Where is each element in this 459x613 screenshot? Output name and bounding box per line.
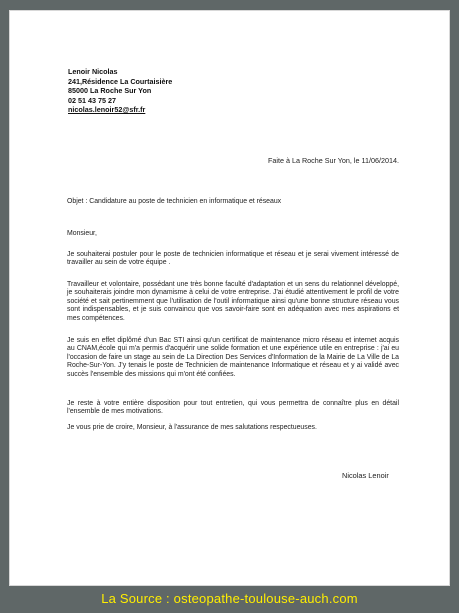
paragraph-motivation: Travailleur et volontaire, possédant une très bonne faculté d'adaptation et un sens du relationnel développé, je souhaiterais joindre mon dynamisme à celui de votre entreprise. J'ai étudié attentivement le profil de votre société et sait pertinemment que l'utilisation de l'outil informatique ainsi qu'une bonne structure réseau vous sont indispensables, et je suis convaincu que vos savoir-faire sont en adéquation avec mes aspirations et mes compétences. xyxy=(67,281,399,322)
date-line: Faite à La Roche Sur Yon, le 11/06/2014. xyxy=(268,156,399,165)
paragraph-availability: Je reste à votre entière disposition pour tout entretien, qui vous permettra de connaître plus en détail l'ensemble de mes motivations. xyxy=(67,400,399,416)
source-caption: La Source : osteopathe-toulouse-auch.com xyxy=(101,591,358,606)
sender-phone: 02 51 43 75 27 xyxy=(68,95,116,105)
sender-address-line-2: 85000 La Roche Sur Yon xyxy=(68,86,152,96)
subject-line: Objet : Candidature au poste de technicien en informatique et réseaux xyxy=(67,198,282,205)
paragraph-experience: Je suis en effet diplômé d'un Bac STI ainsi qu'un certificat de maintenance micro réseau et internet acquis au CNAM,école qui m'a permis d'acquérir une solide formation et une expérience utile en entreprise : j'ai eu l'occasion de faire un stage au sein de La Direction Des Services d'Information de la Mairie de La Ville de La Roche-Sur-Yon. J'y tenais le poste de Technicien de maintenance Informatique et réseau et y ai validé avec succès l'ensemble des missions qui m'ont été confiées. xyxy=(67,337,399,378)
greeting: Monsieur, xyxy=(67,230,97,237)
sender-name: Lenoir Nicolas xyxy=(68,67,118,76)
sender-block xyxy=(68,67,172,115)
sender-email-link[interactable]: nicolas.lenoir52@sfr.fr xyxy=(68,105,146,115)
signature: Nicolas Lenoir xyxy=(342,471,389,480)
sender-address-line-1: 241,Résidence La Courtaisière xyxy=(68,76,173,86)
letter-page xyxy=(9,10,450,586)
paragraph-intro: Je souhaiterai postuler pour le poste de technicien informatique et réseau et je serai vivement intéressé de travailler au sein de votre équipe . xyxy=(67,251,399,267)
paragraph-closing: Je vous prie de croire, Monsieur, à l'assurance de mes salutations respectueuses. xyxy=(67,424,317,431)
